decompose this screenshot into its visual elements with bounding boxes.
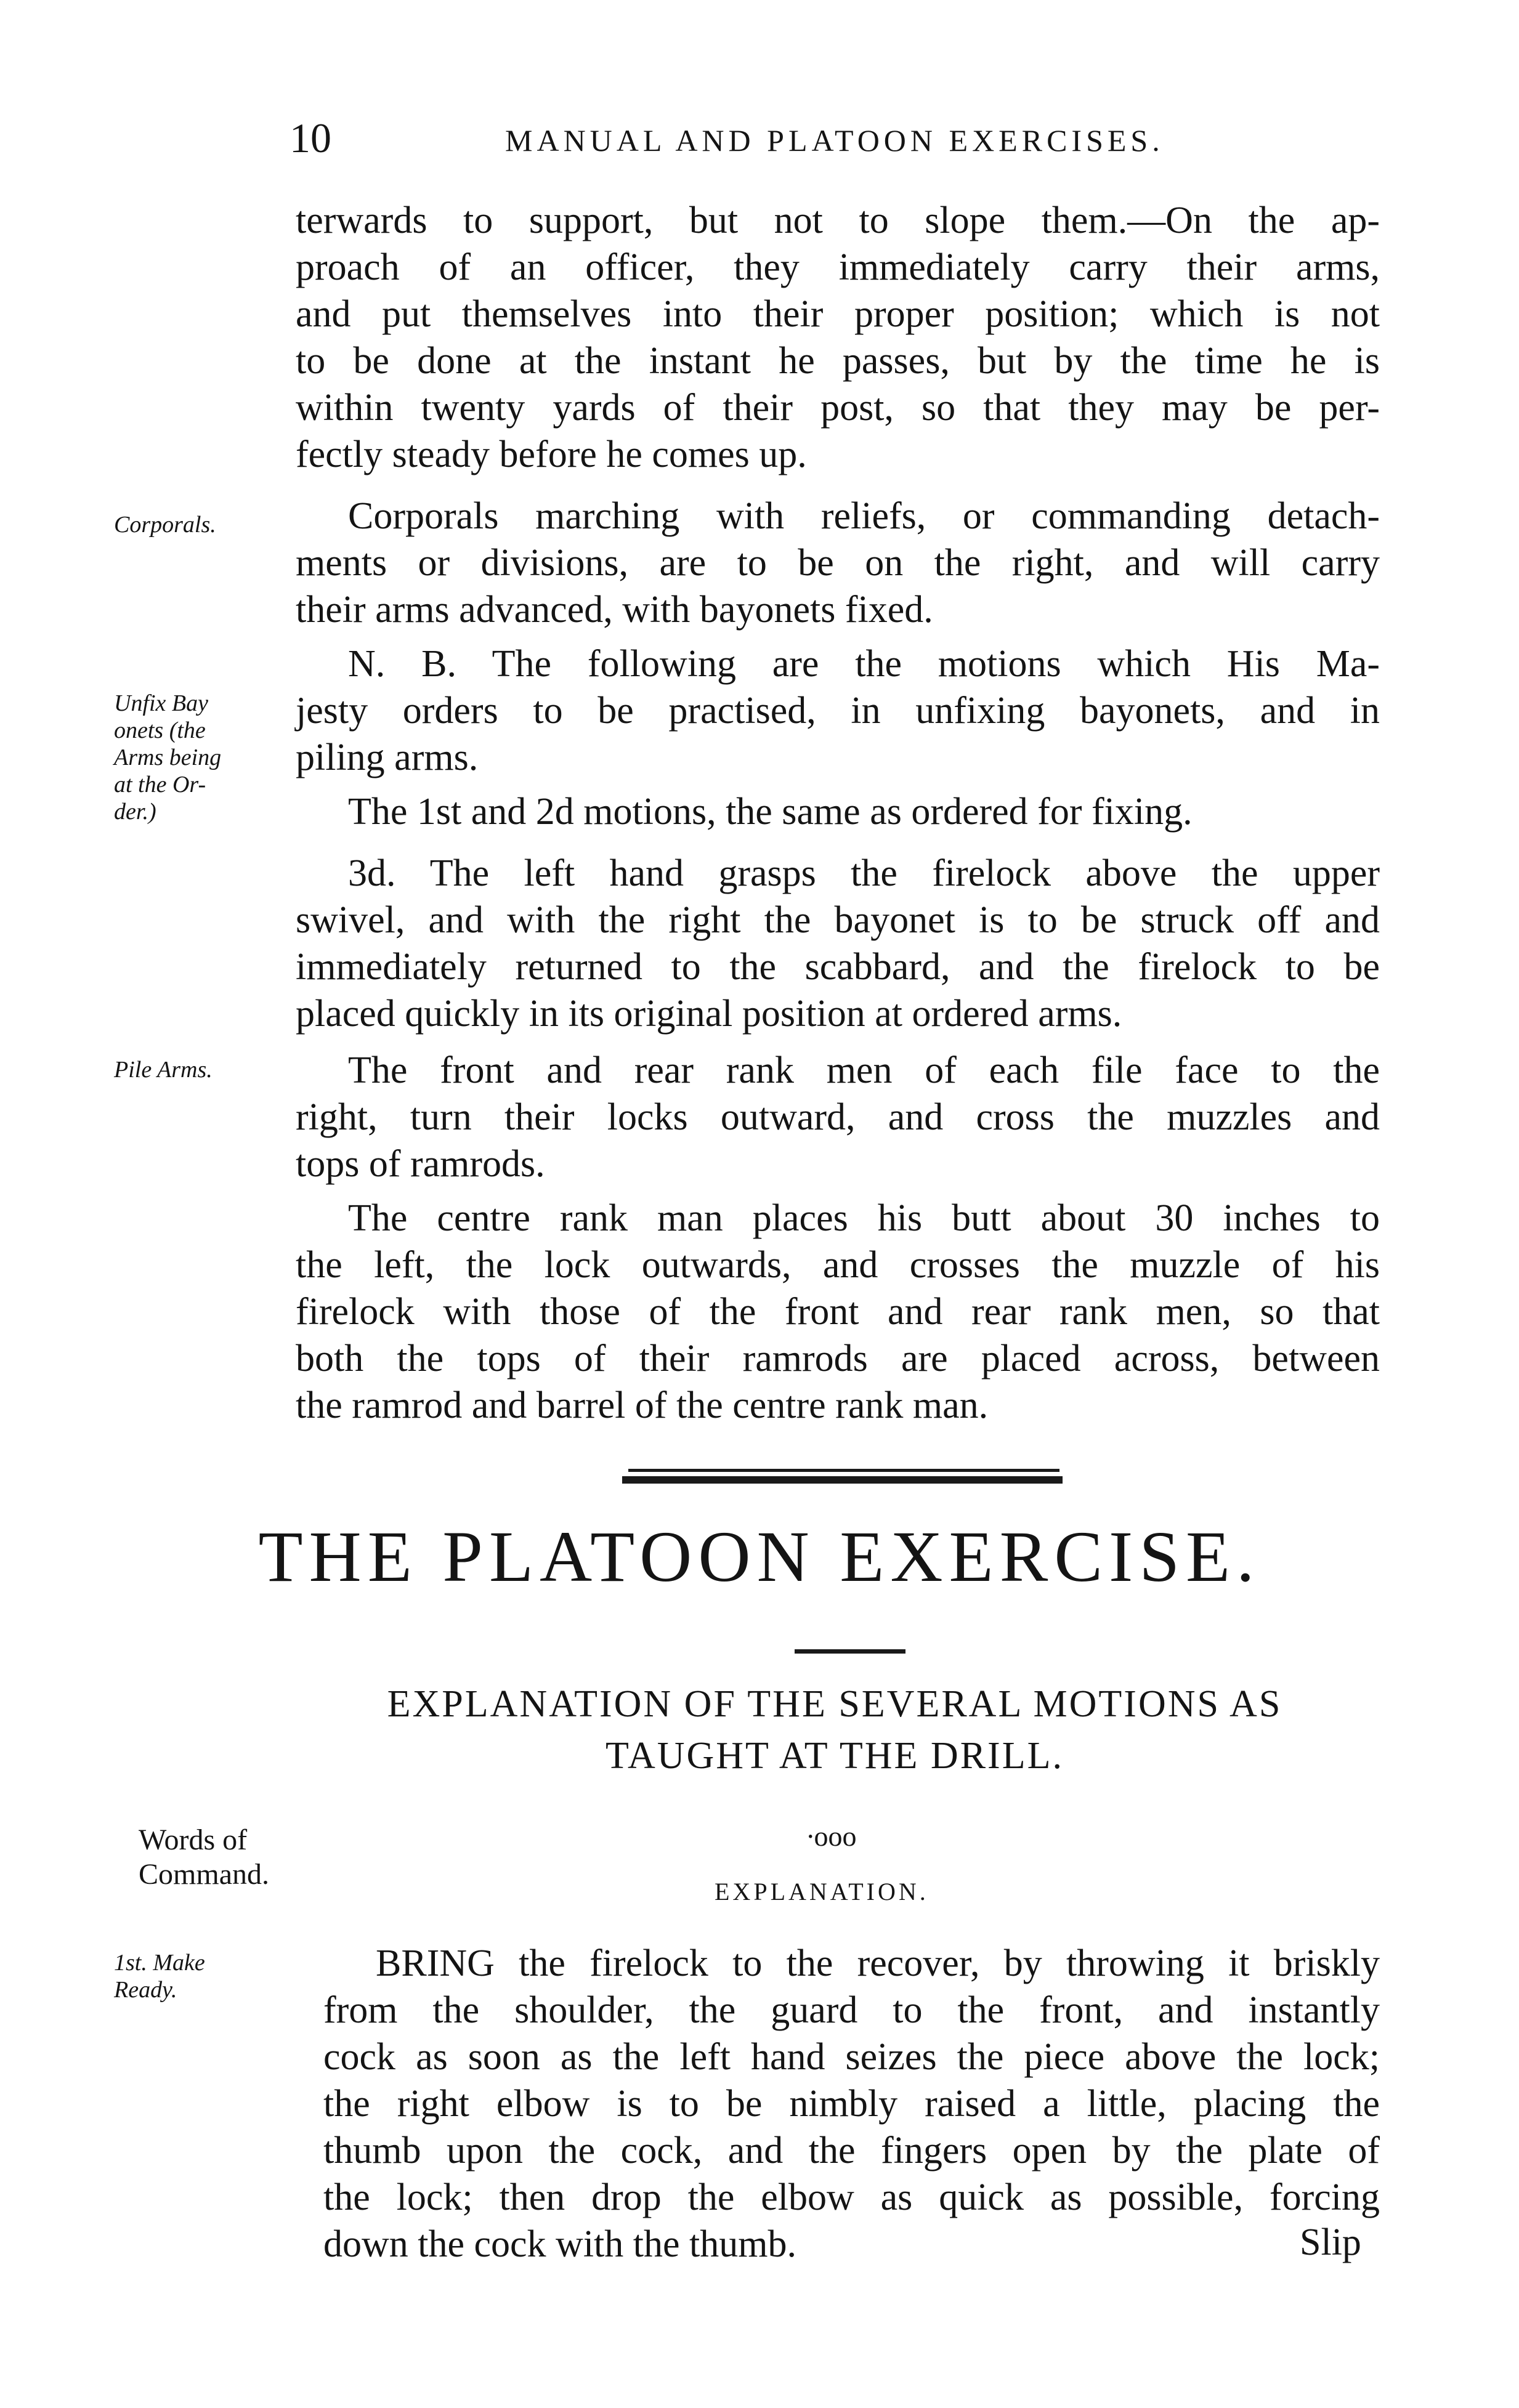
text-line: piling arms. [296,737,479,778]
text-line: immediately returned to the scabbard, and the firelock to be [296,946,1380,988]
paragraph-corporals [296,493,1380,633]
text-line: to be done at the instant he passes, but by the time he is [296,340,1380,382]
text-line: thumb upon the cock, and the fingers open by the plate of [323,2130,1380,2172]
text-line: firelock with those of the front and rear rank men, so that [296,1291,1380,1333]
text-line: cock as soon as the left hand seizes the piece above the lock; [323,2036,1380,2078]
text-line: from the shoulder, the guard to the front, and instantly [323,1989,1380,2031]
margin-note-line: Ready. [114,1977,177,2003]
text-line: swivel, and with the right the bayonet is to be struck off and [296,899,1380,941]
running-title: MANUAL AND PLATOON EXERCISES. [505,123,1164,158]
column-head-words-of-command [139,1823,269,1892]
paragraph-support-arms [296,197,1380,478]
margin-note-make-ready [114,1949,299,2003]
margin-note-line: Unfix Bay [114,690,209,716]
margin-note-line: onets (the [114,717,206,743]
text-line: N. B. The following are the motions which His Ma- [348,643,1380,685]
ornament-flourish: ∙ooo [807,1820,857,1852]
text-line: the lock; then drop the elbow as quick as possible, forcing [323,2176,1380,2218]
paragraph-centre-rank [296,1195,1380,1429]
text-line: the ramrod and barrel of the centre rank man. [296,1384,989,1426]
margin-note-pile-arms: Pile Arms. [114,1057,213,1083]
subtitle-line: EXPLANATION OF THE SEVERAL MOTIONS AS [387,1683,1282,1725]
column-head-line: Words of [139,1824,248,1856]
text-line: 3d. The left hand grasps the firelock above the upper [348,852,1380,894]
section-title: THE PLATOON EXERCISE. [258,1516,1261,1597]
paragraph-front-rear-ranks [296,1047,1380,1187]
text-line: BRING the firelock to the recover, by throwing it briskly [376,1942,1380,1984]
text-line: proach of an officer, they immediately carry their arms, [296,246,1380,288]
text-line: both the tops of their ramrods are placed across, between [296,1338,1380,1380]
text-line: jesty orders to be practised, in unfixing bayonets, and in [296,690,1380,732]
margin-note-corporals: Corporals. [114,512,216,538]
title-underline [795,1649,905,1654]
text-line: within twenty yards of their post, so that they may be per- [296,387,1380,429]
margin-note-line: Arms being [114,745,222,770]
section-divider-thin [628,1469,1059,1472]
section-divider-thick [622,1476,1063,1484]
page-number: 10 [290,115,331,161]
text-line: ments or divisions, are to be on the right, and will carry [296,542,1380,584]
text-line: right, turn their locks outward, and cross the muzzles and [296,1096,1380,1138]
text-line: The 1st and 2d motions, the same as ordered for fixing. [348,791,1193,833]
paragraph-third-motion [296,850,1380,1037]
margin-note-line: 1st. Make [114,1950,205,1976]
margin-note-unfix-bayonets [114,690,299,825]
catchword: Slip [1300,2221,1361,2263]
text-line: placed quickly in its original position at ordered arms. [296,993,1122,1035]
subtitle-line: TAUGHT AT THE DRILL. [606,1735,1064,1777]
text-line: The front and rear rank men of each file face to the [348,1049,1380,1091]
text-line: the left, the lock outwards, and crosses the muzzle of his [296,1244,1380,1286]
margin-note-line: at the Or- [114,772,206,798]
text-line: the right elbow is to be nimbly raised a little, placing the [323,2083,1380,2125]
paragraph-first-motions [296,788,1380,835]
text-line: tops of ramrods. [296,1143,545,1185]
section-subtitle [259,1678,1411,1782]
text-line: down the cock with the thumb. [323,2223,796,2265]
text-line: fectly steady before he comes up. [296,434,807,475]
text-line: The centre rank man places his butt about 30 inches to [348,1197,1380,1239]
text-line: terwards to support, but not to slope them.—On the ap- [296,200,1380,241]
text-line: Corporals marching with reliefs, or commanding detach- [348,495,1380,537]
paragraph-make-ready [323,1940,1380,2268]
running-head [0,114,1519,169]
column-head-line: Command. [139,1858,269,1891]
margin-note-line: der.) [114,799,156,825]
text-line: their arms advanced, with bayonets fixed. [296,589,933,631]
paragraph-nota-bene [296,640,1380,781]
column-head-explanation: EXPLANATION. [715,1878,929,1905]
text-line: and put themselves into their proper position; which is not [296,293,1380,335]
